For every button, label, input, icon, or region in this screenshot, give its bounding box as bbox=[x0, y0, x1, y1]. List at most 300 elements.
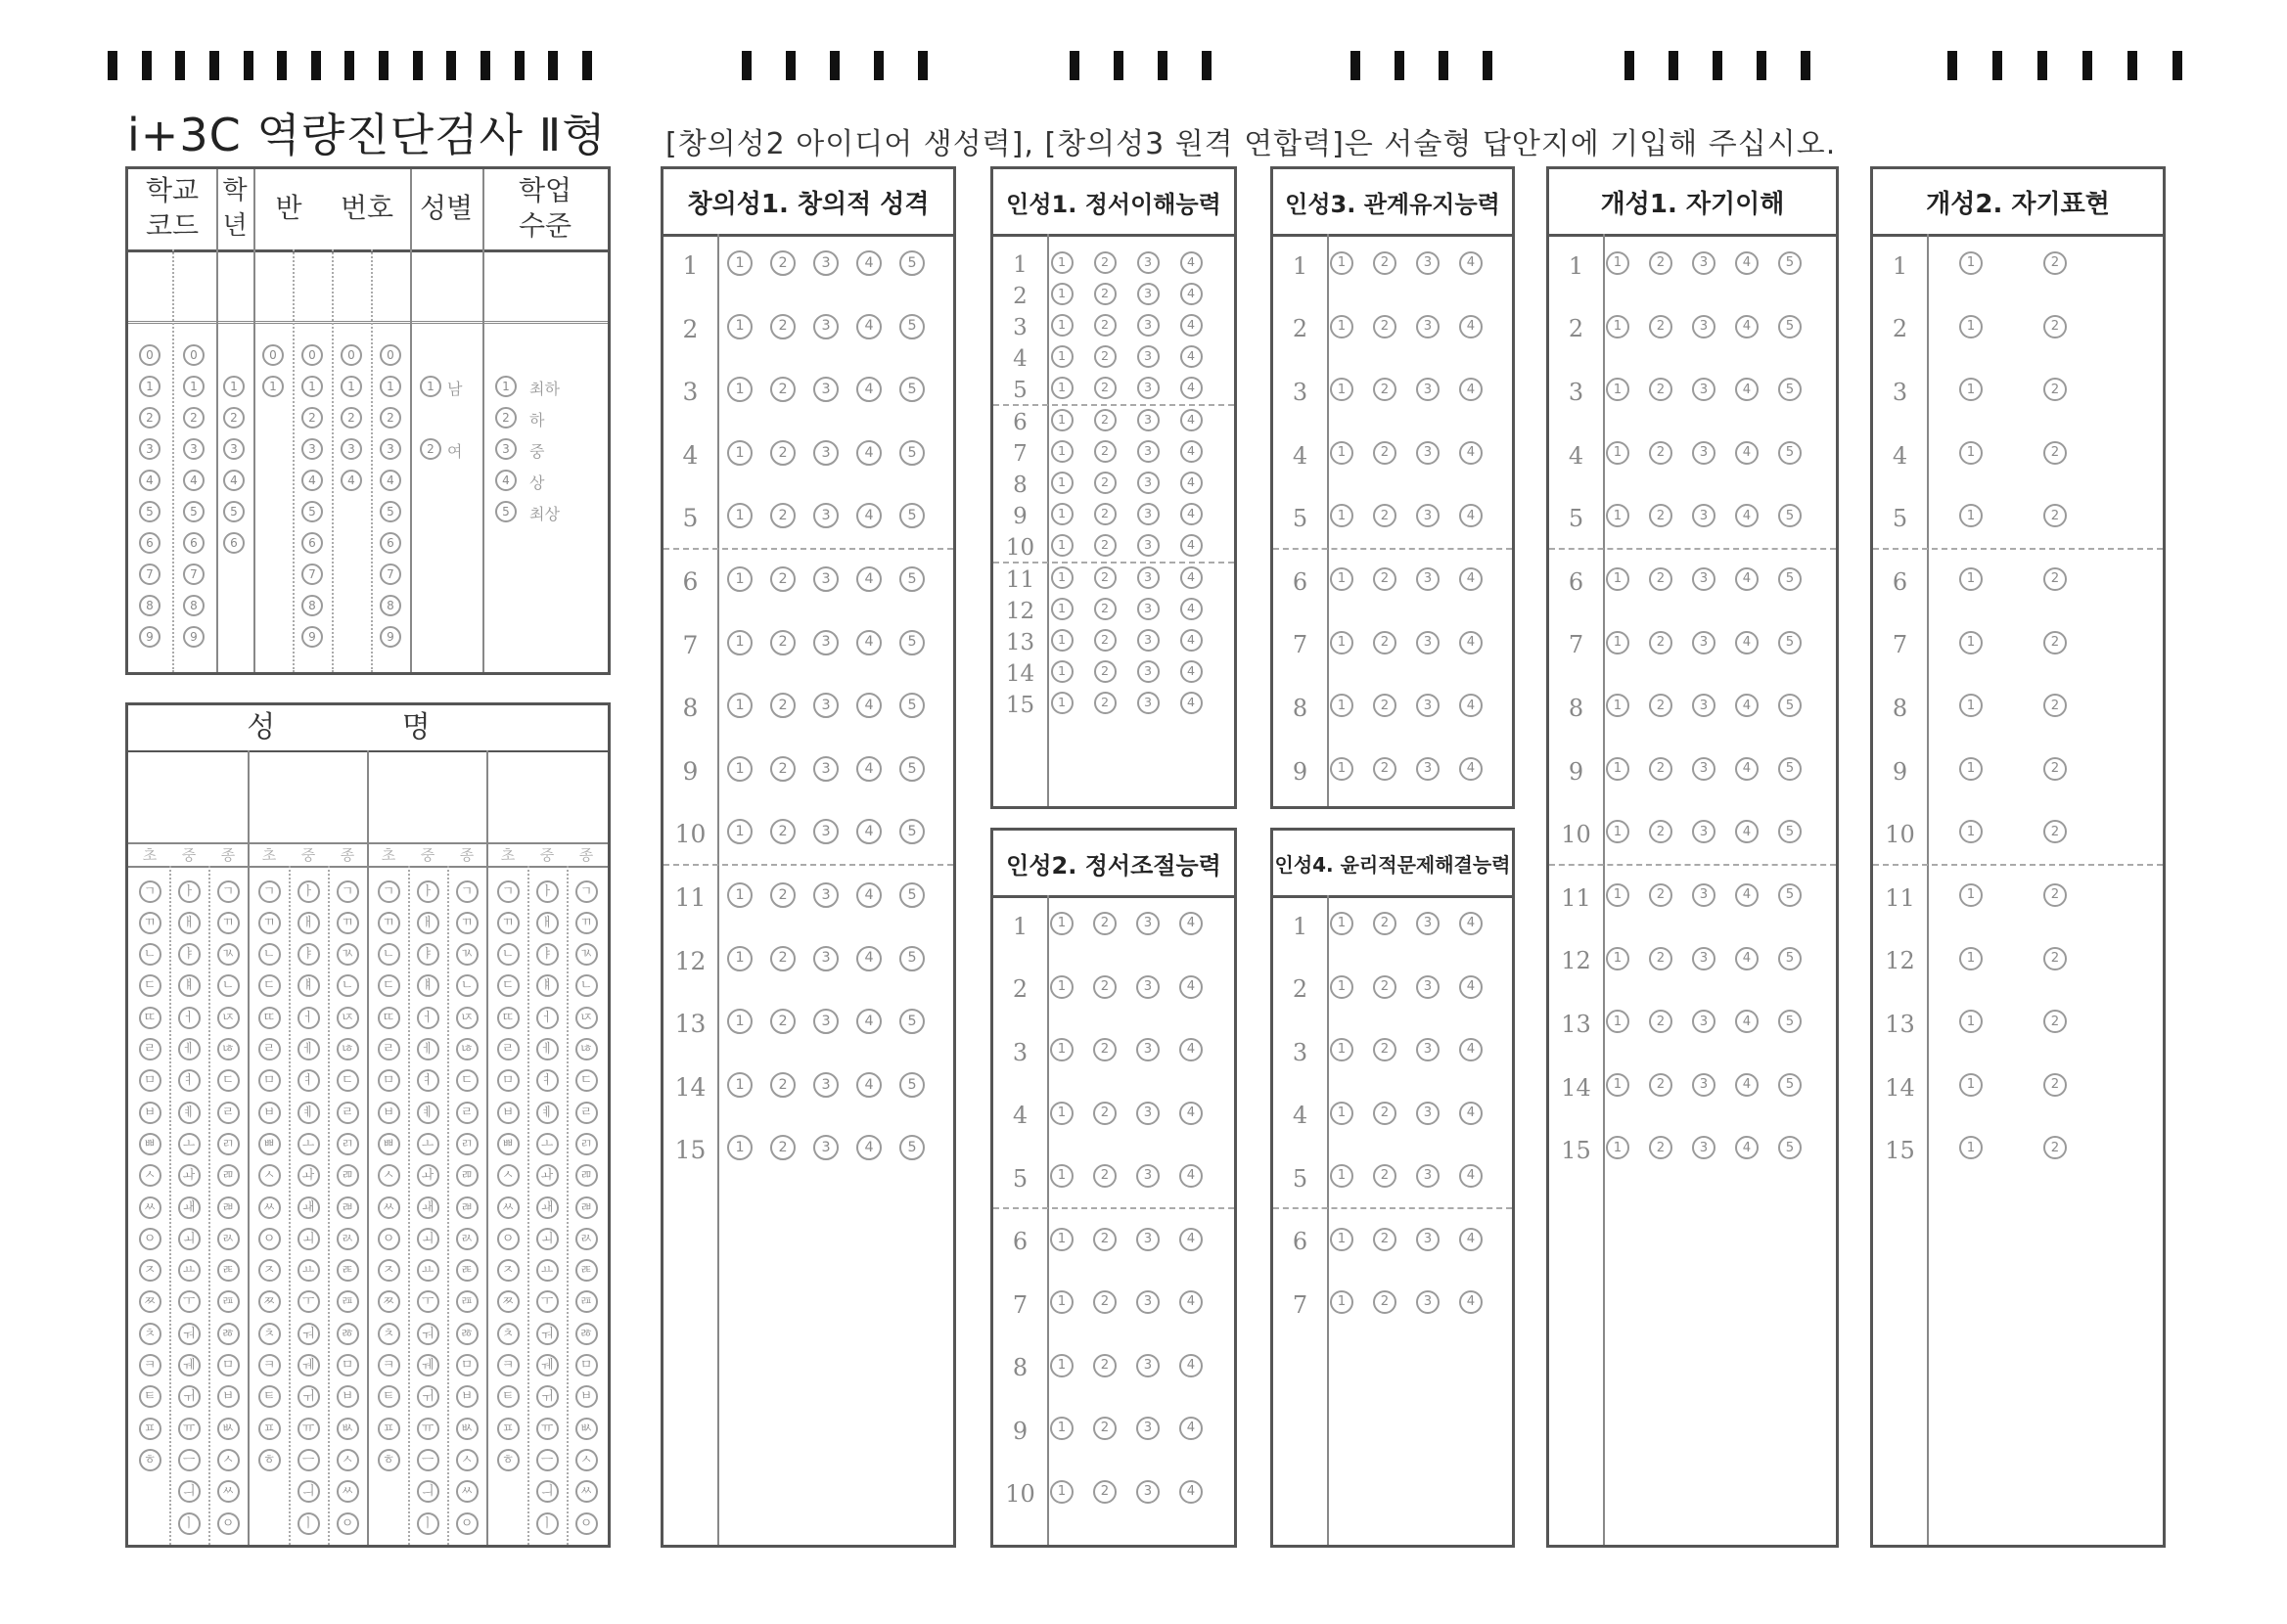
jamo-bubble[interactable]: ㅊ bbox=[497, 1323, 520, 1345]
answer-bubble[interactable]: 1 bbox=[1606, 315, 1629, 338]
answer-bubble[interactable]: 3 bbox=[813, 250, 839, 276]
jamo-bubble[interactable]: ㅒ bbox=[417, 974, 439, 997]
answer-bubble[interactable]: 4 bbox=[1735, 947, 1759, 970]
jamo-bubble[interactable]: ㅙ bbox=[178, 1196, 201, 1219]
jamo-bubble[interactable]: ㅌ bbox=[378, 1385, 400, 1408]
answer-bubble[interactable]: 3 bbox=[1692, 251, 1715, 275]
jamo-bubble[interactable]: ㅌ bbox=[497, 1385, 520, 1408]
jamo-bubble[interactable]: ㅕ bbox=[417, 1069, 439, 1092]
answer-bubble[interactable]: 3 bbox=[1692, 1010, 1715, 1033]
answer-bubble[interactable]: 1 bbox=[1050, 1417, 1074, 1440]
digit-bubble[interactable]: 0 bbox=[301, 344, 323, 366]
jamo-bubble[interactable]: ㅄ bbox=[217, 1418, 240, 1440]
jamo-bubble[interactable]: ㄴ bbox=[378, 943, 400, 966]
answer-bubble[interactable]: 4 bbox=[1180, 598, 1203, 620]
jamo-bubble[interactable]: ㄹ bbox=[258, 1038, 281, 1060]
jamo-bubble[interactable]: ㅁ bbox=[217, 1354, 240, 1376]
jamo-bubble[interactable]: ㄺ bbox=[575, 1133, 598, 1155]
level-bubble[interactable]: 4 bbox=[495, 470, 517, 491]
answer-bubble[interactable]: 4 bbox=[1735, 504, 1759, 527]
answer-bubble[interactable]: 2 bbox=[2043, 883, 2067, 907]
answer-bubble[interactable]: 3 bbox=[1692, 757, 1715, 781]
answer-bubble[interactable]: 3 bbox=[1416, 1102, 1440, 1125]
answer-bubble[interactable]: 2 bbox=[1649, 883, 1672, 907]
answer-bubble[interactable]: 5 bbox=[899, 440, 925, 466]
answer-bubble[interactable]: 1 bbox=[1330, 504, 1353, 527]
answer-bubble[interactable]: 3 bbox=[1137, 251, 1160, 274]
answer-bubble[interactable]: 1 bbox=[1051, 692, 1074, 714]
jamo-bubble[interactable]: ㅇ bbox=[217, 1512, 240, 1535]
answer-bubble[interactable]: 2 bbox=[1094, 409, 1117, 431]
jamo-bubble[interactable]: ㅎ bbox=[378, 1449, 400, 1471]
answer-bubble[interactable]: 2 bbox=[1649, 567, 1672, 591]
jamo-bubble[interactable]: ㅖ bbox=[297, 1102, 320, 1124]
jamo-bubble[interactable]: ㄱ bbox=[258, 880, 281, 903]
jamo-bubble[interactable]: ㅟ bbox=[178, 1385, 201, 1408]
jamo-bubble[interactable]: ㅢ bbox=[178, 1480, 201, 1503]
answer-bubble[interactable]: 1 bbox=[1051, 409, 1074, 431]
answer-bubble[interactable]: 1 bbox=[1606, 757, 1629, 781]
digit-bubble[interactable]: 8 bbox=[183, 595, 205, 616]
jamo-bubble[interactable]: ㅊ bbox=[258, 1323, 281, 1345]
answer-bubble[interactable]: 1 bbox=[1959, 820, 1983, 843]
jamo-bubble[interactable]: ㅏ bbox=[417, 880, 439, 903]
digit-bubble[interactable]: 6 bbox=[223, 532, 245, 554]
answer-bubble[interactable]: 4 bbox=[1459, 975, 1483, 999]
jamo-bubble[interactable]: ㅏ bbox=[178, 880, 201, 903]
answer-bubble[interactable]: 3 bbox=[1137, 472, 1160, 494]
jamo-bubble[interactable]: ㅒ bbox=[178, 974, 201, 997]
jamo-bubble[interactable]: ㄺ bbox=[456, 1133, 479, 1155]
jamo-bubble[interactable]: ㅓ bbox=[536, 1007, 559, 1029]
jamo-bubble[interactable]: ㅀ bbox=[217, 1323, 240, 1345]
digit-bubble[interactable]: 9 bbox=[301, 626, 323, 648]
digit-bubble[interactable]: 4 bbox=[223, 470, 245, 491]
jamo-bubble[interactable]: ㅣ bbox=[178, 1512, 201, 1535]
answer-bubble[interactable]: 1 bbox=[1330, 975, 1353, 999]
answer-bubble[interactable]: 4 bbox=[1179, 1290, 1203, 1314]
answer-bubble[interactable]: 2 bbox=[1373, 975, 1396, 999]
answer-bubble[interactable]: 1 bbox=[1051, 629, 1074, 652]
answer-bubble[interactable]: 1 bbox=[1606, 883, 1629, 907]
level-bubble[interactable]: 2 bbox=[495, 407, 517, 429]
answer-bubble[interactable]: 3 bbox=[1692, 378, 1715, 401]
gender-bubble[interactable]: 1 bbox=[420, 376, 441, 397]
answer-bubble[interactable]: 1 bbox=[1051, 598, 1074, 620]
answer-bubble[interactable]: 3 bbox=[813, 1009, 839, 1034]
answer-bubble[interactable]: 4 bbox=[856, 882, 882, 908]
answer-bubble[interactable]: 2 bbox=[2043, 315, 2067, 338]
answer-bubble[interactable]: 4 bbox=[1735, 441, 1759, 465]
answer-bubble[interactable]: 4 bbox=[1459, 441, 1483, 465]
answer-bubble[interactable]: 3 bbox=[813, 756, 839, 782]
answer-bubble[interactable]: 5 bbox=[1778, 504, 1802, 527]
jamo-bubble[interactable]: ㄲ bbox=[575, 912, 598, 934]
jamo-bubble[interactable]: ㅛ bbox=[536, 1259, 559, 1282]
jamo-bubble[interactable]: ㅁ bbox=[258, 1069, 281, 1092]
answer-bubble[interactable]: 4 bbox=[1459, 631, 1483, 654]
digit-bubble[interactable]: 7 bbox=[380, 564, 401, 585]
jamo-bubble[interactable]: ㅀ bbox=[575, 1323, 598, 1345]
digit-bubble[interactable]: 3 bbox=[183, 438, 205, 460]
jamo-bubble[interactable]: ㅔ bbox=[297, 1038, 320, 1060]
jamo-bubble[interactable]: ㅍ bbox=[258, 1418, 281, 1440]
jamo-bubble[interactable]: ㅏ bbox=[297, 880, 320, 903]
answer-bubble[interactable]: 5 bbox=[1778, 1136, 1802, 1159]
jamo-bubble[interactable]: ㅅ bbox=[378, 1164, 400, 1187]
jamo-bubble[interactable]: ㄱ bbox=[217, 880, 240, 903]
jamo-bubble[interactable]: ㅣ bbox=[417, 1512, 439, 1535]
answer-bubble[interactable]: 5 bbox=[899, 946, 925, 971]
jamo-bubble[interactable]: ㄹ bbox=[575, 1102, 598, 1124]
answer-bubble[interactable]: 4 bbox=[1735, 820, 1759, 843]
answer-bubble[interactable]: 4 bbox=[856, 377, 882, 402]
jamo-bubble[interactable]: ㄿ bbox=[217, 1290, 240, 1313]
answer-bubble[interactable]: 3 bbox=[1692, 567, 1715, 591]
jamo-bubble[interactable]: ㅈ bbox=[258, 1259, 281, 1282]
answer-bubble[interactable]: 1 bbox=[1606, 1073, 1629, 1097]
jamo-bubble[interactable]: ㅑ bbox=[536, 943, 559, 966]
answer-bubble[interactable]: 4 bbox=[1459, 504, 1483, 527]
answer-bubble[interactable]: 1 bbox=[727, 819, 753, 844]
answer-bubble[interactable]: 4 bbox=[1179, 1417, 1203, 1440]
answer-bubble[interactable]: 5 bbox=[1778, 883, 1802, 907]
jamo-bubble[interactable]: ㅣ bbox=[297, 1512, 320, 1535]
jamo-bubble[interactable]: ㅕ bbox=[536, 1069, 559, 1092]
jamo-bubble[interactable]: ㄲ bbox=[258, 912, 281, 934]
jamo-bubble[interactable]: ㅇ bbox=[456, 1512, 479, 1535]
jamo-bubble[interactable]: ㅐ bbox=[536, 912, 559, 934]
answer-bubble[interactable]: 5 bbox=[1778, 757, 1802, 781]
digit-bubble[interactable]: 8 bbox=[380, 595, 401, 616]
answer-bubble[interactable]: 1 bbox=[1959, 883, 1983, 907]
answer-bubble[interactable]: 1 bbox=[1606, 567, 1629, 591]
answer-bubble[interactable]: 2 bbox=[1649, 820, 1672, 843]
answer-bubble[interactable]: 2 bbox=[1093, 1102, 1117, 1125]
answer-bubble[interactable]: 2 bbox=[1649, 504, 1672, 527]
jamo-bubble[interactable]: ㄵ bbox=[575, 1007, 598, 1029]
answer-bubble[interactable]: 1 bbox=[1959, 694, 1983, 717]
answer-bubble[interactable]: 2 bbox=[1094, 503, 1117, 525]
answer-bubble[interactable]: 2 bbox=[1093, 1480, 1117, 1504]
jamo-bubble[interactable]: ㅚ bbox=[178, 1228, 201, 1250]
answer-bubble[interactable]: 3 bbox=[1692, 820, 1715, 843]
answer-bubble[interactable]: 1 bbox=[1051, 660, 1074, 683]
jamo-bubble[interactable]: ㅣ bbox=[536, 1512, 559, 1535]
answer-bubble[interactable]: 1 bbox=[1330, 378, 1353, 401]
answer-bubble[interactable]: 3 bbox=[1416, 504, 1440, 527]
jamo-bubble[interactable]: ㅋ bbox=[378, 1354, 400, 1376]
jamo-bubble[interactable]: ㄽ bbox=[456, 1228, 479, 1250]
answer-bubble[interactable]: 1 bbox=[1959, 947, 1983, 970]
answer-bubble[interactable]: 1 bbox=[727, 1072, 753, 1098]
answer-bubble[interactable]: 4 bbox=[1459, 378, 1483, 401]
answer-bubble[interactable]: 3 bbox=[1416, 1164, 1440, 1188]
answer-bubble[interactable]: 3 bbox=[1136, 1228, 1160, 1251]
answer-bubble[interactable]: 1 bbox=[1330, 1038, 1353, 1061]
answer-bubble[interactable]: 1 bbox=[1330, 631, 1353, 654]
digit-bubble[interactable]: 9 bbox=[183, 626, 205, 648]
answer-bubble[interactable]: 2 bbox=[2043, 820, 2067, 843]
answer-bubble[interactable]: 3 bbox=[1692, 947, 1715, 970]
answer-bubble[interactable]: 4 bbox=[1179, 1480, 1203, 1504]
jamo-bubble[interactable]: ㄲ bbox=[497, 912, 520, 934]
jamo-bubble[interactable]: ㅞ bbox=[417, 1354, 439, 1376]
answer-bubble[interactable]: 5 bbox=[1778, 631, 1802, 654]
jamo-bubble[interactable]: ㄼ bbox=[456, 1196, 479, 1219]
answer-bubble[interactable]: 1 bbox=[1051, 472, 1074, 494]
answer-bubble[interactable]: 2 bbox=[1094, 440, 1117, 463]
jamo-bubble[interactable]: ㅁ bbox=[456, 1354, 479, 1376]
answer-bubble[interactable]: 3 bbox=[1416, 251, 1440, 275]
jamo-bubble[interactable]: ㅃ bbox=[258, 1133, 281, 1155]
answer-bubble[interactable]: 2 bbox=[1093, 1290, 1117, 1314]
jamo-bubble[interactable]: ㅃ bbox=[139, 1133, 161, 1155]
jamo-bubble[interactable]: ㅗ bbox=[297, 1133, 320, 1155]
jamo-bubble[interactable]: ㄴ bbox=[575, 974, 598, 997]
digit-bubble[interactable]: 0 bbox=[262, 344, 284, 366]
answer-bubble[interactable]: 3 bbox=[1137, 283, 1160, 305]
jamo-bubble[interactable]: ㄳ bbox=[456, 943, 479, 966]
jamo-bubble[interactable]: ㄴ bbox=[337, 974, 359, 997]
answer-bubble[interactable]: 1 bbox=[1606, 1136, 1629, 1159]
answer-bubble[interactable]: 1 bbox=[727, 882, 753, 908]
answer-bubble[interactable]: 2 bbox=[1649, 1136, 1672, 1159]
jamo-bubble[interactable]: ㅖ bbox=[417, 1102, 439, 1124]
digit-bubble[interactable]: 5 bbox=[183, 501, 205, 522]
answer-bubble[interactable]: 2 bbox=[1094, 629, 1117, 652]
answer-bubble[interactable]: 4 bbox=[1459, 1102, 1483, 1125]
jamo-bubble[interactable]: ㄶ bbox=[575, 1038, 598, 1060]
answer-bubble[interactable]: 4 bbox=[1180, 660, 1203, 683]
answer-bubble[interactable]: 5 bbox=[1778, 1073, 1802, 1097]
digit-bubble[interactable]: 1 bbox=[223, 376, 245, 397]
answer-bubble[interactable]: 2 bbox=[2043, 441, 2067, 465]
jamo-bubble[interactable]: ㅓ bbox=[417, 1007, 439, 1029]
answer-bubble[interactable]: 5 bbox=[899, 566, 925, 592]
answer-bubble[interactable]: 3 bbox=[813, 377, 839, 402]
jamo-bubble[interactable]: ㅉ bbox=[139, 1290, 161, 1313]
digit-bubble[interactable]: 0 bbox=[139, 344, 160, 366]
digit-bubble[interactable]: 3 bbox=[301, 438, 323, 460]
answer-bubble[interactable]: 3 bbox=[1136, 1164, 1160, 1188]
answer-bubble[interactable]: 2 bbox=[1649, 441, 1672, 465]
answer-bubble[interactable]: 5 bbox=[1778, 820, 1802, 843]
answer-bubble[interactable]: 2 bbox=[770, 440, 796, 466]
answer-bubble[interactable]: 3 bbox=[813, 819, 839, 844]
jamo-bubble[interactable]: ㄽ bbox=[337, 1228, 359, 1250]
answer-bubble[interactable]: 2 bbox=[1649, 757, 1672, 781]
answer-bubble[interactable]: 4 bbox=[1459, 1228, 1483, 1251]
jamo-bubble[interactable]: ㄲ bbox=[139, 912, 161, 934]
jamo-bubble[interactable]: ㄷ bbox=[258, 974, 281, 997]
jamo-bubble[interactable]: ㅀ bbox=[337, 1323, 359, 1345]
answer-bubble[interactable]: 2 bbox=[2043, 694, 2067, 717]
answer-bubble[interactable]: 4 bbox=[856, 250, 882, 276]
answer-bubble[interactable]: 3 bbox=[1137, 409, 1160, 431]
digit-bubble[interactable]: 2 bbox=[301, 407, 323, 429]
jamo-bubble[interactable]: ㅃ bbox=[497, 1133, 520, 1155]
answer-bubble[interactable]: 4 bbox=[856, 693, 882, 718]
answer-bubble[interactable]: 1 bbox=[1051, 566, 1074, 589]
answer-bubble[interactable]: 1 bbox=[1330, 912, 1353, 935]
answer-bubble[interactable]: 5 bbox=[1778, 378, 1802, 401]
answer-bubble[interactable]: 5 bbox=[1778, 441, 1802, 465]
answer-bubble[interactable]: 2 bbox=[1373, 694, 1396, 717]
jamo-bubble[interactable]: ㅁ bbox=[575, 1354, 598, 1376]
answer-bubble[interactable]: 2 bbox=[2043, 567, 2067, 591]
answer-bubble[interactable]: 2 bbox=[1373, 315, 1396, 338]
answer-bubble[interactable]: 3 bbox=[1137, 660, 1160, 683]
answer-bubble[interactable]: 3 bbox=[813, 630, 839, 655]
answer-bubble[interactable]: 4 bbox=[1459, 1038, 1483, 1061]
answer-bubble[interactable]: 5 bbox=[1778, 315, 1802, 338]
jamo-bubble[interactable]: ㅛ bbox=[297, 1259, 320, 1282]
answer-bubble[interactable]: 4 bbox=[1459, 694, 1483, 717]
answer-bubble[interactable]: 1 bbox=[1051, 440, 1074, 463]
answer-bubble[interactable]: 4 bbox=[856, 756, 882, 782]
answer-bubble[interactable]: 4 bbox=[1459, 1290, 1483, 1314]
answer-bubble[interactable]: 1 bbox=[1050, 1480, 1074, 1504]
answer-bubble[interactable]: 4 bbox=[856, 1072, 882, 1098]
jamo-bubble[interactable]: ㄼ bbox=[575, 1196, 598, 1219]
answer-bubble[interactable]: 4 bbox=[1180, 629, 1203, 652]
answer-bubble[interactable]: 1 bbox=[1330, 1290, 1353, 1314]
answer-bubble[interactable]: 2 bbox=[1373, 912, 1396, 935]
jamo-bubble[interactable]: ㅆ bbox=[456, 1480, 479, 1503]
answer-bubble[interactable]: 1 bbox=[727, 377, 753, 402]
jamo-bubble[interactable]: ㅑ bbox=[417, 943, 439, 966]
jamo-bubble[interactable]: ㅅ bbox=[456, 1449, 479, 1471]
jamo-bubble[interactable]: ㄻ bbox=[575, 1164, 598, 1187]
digit-bubble[interactable]: 3 bbox=[223, 438, 245, 460]
answer-bubble[interactable]: 5 bbox=[899, 882, 925, 908]
answer-bubble[interactable]: 1 bbox=[1606, 378, 1629, 401]
jamo-bubble[interactable]: ㅗ bbox=[536, 1133, 559, 1155]
digit-bubble[interactable]: 0 bbox=[380, 344, 401, 366]
jamo-bubble[interactable]: ㅠ bbox=[417, 1418, 439, 1440]
digit-bubble[interactable]: 7 bbox=[183, 564, 205, 585]
digit-bubble[interactable]: 7 bbox=[139, 564, 160, 585]
answer-bubble[interactable]: 1 bbox=[1051, 283, 1074, 305]
answer-bubble[interactable]: 2 bbox=[770, 377, 796, 402]
jamo-bubble[interactable]: ㅛ bbox=[417, 1259, 439, 1282]
jamo-bubble[interactable]: ㅔ bbox=[417, 1038, 439, 1060]
answer-bubble[interactable]: 2 bbox=[1093, 1417, 1117, 1440]
answer-bubble[interactable]: 4 bbox=[1735, 1136, 1759, 1159]
digit-bubble[interactable]: 7 bbox=[301, 564, 323, 585]
jamo-bubble[interactable]: ㅈ bbox=[378, 1259, 400, 1282]
jamo-bubble[interactable]: ㄺ bbox=[217, 1133, 240, 1155]
jamo-bubble[interactable]: ㅋ bbox=[139, 1354, 161, 1376]
answer-bubble[interactable]: 5 bbox=[899, 693, 925, 718]
jamo-bubble[interactable]: ㄸ bbox=[258, 1007, 281, 1029]
answer-bubble[interactable]: 2 bbox=[1093, 1038, 1117, 1061]
jamo-bubble[interactable]: ㅍ bbox=[139, 1418, 161, 1440]
jamo-bubble[interactable]: ㅍ bbox=[497, 1418, 520, 1440]
answer-bubble[interactable]: 3 bbox=[1137, 534, 1160, 557]
digit-bubble[interactable]: 1 bbox=[380, 376, 401, 397]
answer-bubble[interactable]: 3 bbox=[1137, 598, 1160, 620]
answer-bubble[interactable]: 4 bbox=[1735, 694, 1759, 717]
digit-bubble[interactable]: 4 bbox=[380, 470, 401, 491]
answer-bubble[interactable]: 1 bbox=[1330, 1228, 1353, 1251]
jamo-bubble[interactable]: ㅋ bbox=[258, 1354, 281, 1376]
answer-bubble[interactable]: 5 bbox=[899, 503, 925, 528]
answer-bubble[interactable]: 4 bbox=[856, 503, 882, 528]
digit-bubble[interactable]: 6 bbox=[183, 532, 205, 554]
digit-bubble[interactable]: 5 bbox=[301, 501, 323, 522]
answer-bubble[interactable]: 3 bbox=[1416, 757, 1440, 781]
jamo-bubble[interactable]: ㅅ bbox=[258, 1164, 281, 1187]
jamo-bubble[interactable]: ㅂ bbox=[258, 1102, 281, 1124]
answer-bubble[interactable]: 2 bbox=[770, 314, 796, 339]
jamo-bubble[interactable]: ㅇ bbox=[139, 1228, 161, 1250]
jamo-bubble[interactable]: ㄳ bbox=[337, 943, 359, 966]
jamo-bubble[interactable]: ㅅ bbox=[337, 1449, 359, 1471]
answer-bubble[interactable]: 2 bbox=[770, 1009, 796, 1034]
answer-bubble[interactable]: 2 bbox=[1094, 472, 1117, 494]
jamo-bubble[interactable]: ㄱ bbox=[575, 880, 598, 903]
jamo-bubble[interactable]: ㄹ bbox=[139, 1038, 161, 1060]
jamo-bubble[interactable]: ㄻ bbox=[337, 1164, 359, 1187]
digit-bubble[interactable]: 5 bbox=[139, 501, 160, 522]
jamo-bubble[interactable]: ㅢ bbox=[536, 1480, 559, 1503]
answer-bubble[interactable]: 3 bbox=[1692, 315, 1715, 338]
answer-bubble[interactable]: 1 bbox=[727, 756, 753, 782]
digit-bubble[interactable]: 1 bbox=[341, 376, 362, 397]
jamo-bubble[interactable]: ㄾ bbox=[337, 1259, 359, 1282]
answer-bubble[interactable]: 1 bbox=[727, 503, 753, 528]
answer-bubble[interactable]: 3 bbox=[1416, 567, 1440, 591]
jamo-bubble[interactable]: ㅡ bbox=[178, 1449, 201, 1471]
answer-bubble[interactable]: 3 bbox=[1136, 1038, 1160, 1061]
jamo-bubble[interactable]: ㅗ bbox=[178, 1133, 201, 1155]
answer-bubble[interactable]: 1 bbox=[1606, 947, 1629, 970]
answer-bubble[interactable]: 4 bbox=[856, 946, 882, 971]
answer-bubble[interactable]: 1 bbox=[1959, 1136, 1983, 1159]
jamo-bubble[interactable]: ㅈ bbox=[139, 1259, 161, 1282]
answer-bubble[interactable]: 4 bbox=[1735, 378, 1759, 401]
answer-bubble[interactable]: 3 bbox=[1416, 912, 1440, 935]
digit-bubble[interactable]: 8 bbox=[139, 595, 160, 616]
jamo-bubble[interactable]: ㅄ bbox=[337, 1418, 359, 1440]
jamo-bubble[interactable]: ㅢ bbox=[417, 1480, 439, 1503]
answer-bubble[interactable]: 4 bbox=[1735, 1010, 1759, 1033]
jamo-bubble[interactable]: ㅆ bbox=[575, 1480, 598, 1503]
answer-bubble[interactable]: 1 bbox=[1959, 504, 1983, 527]
answer-bubble[interactable]: 2 bbox=[770, 1072, 796, 1098]
jamo-bubble[interactable]: ㅇ bbox=[258, 1228, 281, 1250]
answer-bubble[interactable]: 3 bbox=[1137, 314, 1160, 337]
answer-bubble[interactable]: 1 bbox=[1050, 1102, 1074, 1125]
digit-bubble[interactable]: 4 bbox=[341, 470, 362, 491]
answer-bubble[interactable]: 3 bbox=[1416, 441, 1440, 465]
digit-bubble[interactable]: 2 bbox=[341, 407, 362, 429]
jamo-bubble[interactable]: ㄴ bbox=[217, 974, 240, 997]
answer-bubble[interactable]: 3 bbox=[813, 693, 839, 718]
answer-bubble[interactable]: 2 bbox=[1373, 757, 1396, 781]
digit-bubble[interactable]: 3 bbox=[380, 438, 401, 460]
jamo-bubble[interactable]: ㄿ bbox=[575, 1290, 598, 1313]
answer-bubble[interactable]: 2 bbox=[1094, 251, 1117, 274]
answer-bubble[interactable]: 1 bbox=[1051, 314, 1074, 337]
answer-bubble[interactable]: 3 bbox=[1692, 883, 1715, 907]
jamo-bubble[interactable]: ㅘ bbox=[536, 1164, 559, 1187]
jamo-bubble[interactable]: ㅂ bbox=[575, 1385, 598, 1408]
jamo-bubble[interactable]: ㅌ bbox=[139, 1385, 161, 1408]
answer-bubble[interactable]: 2 bbox=[2043, 1136, 2067, 1159]
